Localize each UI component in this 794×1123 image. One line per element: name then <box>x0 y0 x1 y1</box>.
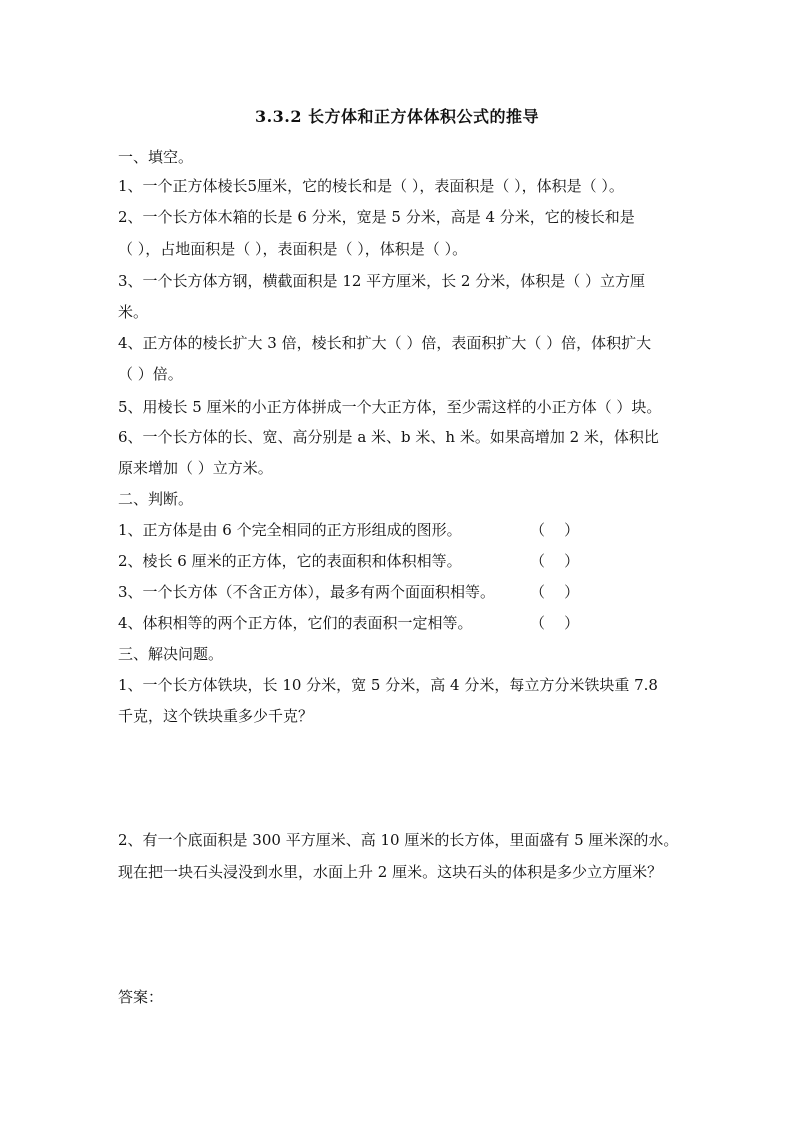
solve-question-2-line-1: 2、有一个底面积是 300 平方厘米、高 10 厘米的长方体，里面盛有 5 厘米深的水。 <box>118 831 679 849</box>
fill-question-1: 1、一个正方体棱长5厘米，它的棱长和是（ ），表面积是（ ），体积是（ ）。 <box>118 177 624 195</box>
fill-question-5: 5、用棱长 5 厘米的小正方体拼成一个大正方体，至少需这样的小正方体（ ）块。 <box>118 398 662 416</box>
fill-question-2-line-2: （ ），占地面积是（ ），表面积是（ ），体积是（ ）。 <box>118 240 468 258</box>
judge-answer-paren-1: （ ） <box>530 521 580 539</box>
judge-question-4: 4、体积相等的两个正方体，它们的表面积一定相等。 <box>118 614 473 632</box>
fill-question-3-line-2: 米。 <box>118 303 149 321</box>
solve-question-1-line-1: 1、一个长方体铁块，长 10 分米，宽 5 分米，高 4 分米，每立方分米铁块重 7.8 <box>118 676 658 694</box>
answer-label: 答案： <box>118 988 164 1006</box>
solve-section-heading: 三、解决问题。 <box>118 645 224 663</box>
solve-question-1-line-2: 千克，这个铁块重多少千克？ <box>118 707 314 725</box>
judge-answer-paren-2: （ ） <box>530 552 580 570</box>
fill-question-3-line-1: 3、一个长方体方钢，横截面积是 12 平方厘米，长 2 分米，体积是（ ）立方厘 <box>118 272 646 290</box>
judge-question-3: 3、一个长方体（不含正方体），最多有两个面面积相等。 <box>118 583 496 601</box>
judge-question-2: 2、棱长 6 厘米的正方体，它的表面积和体积相等。 <box>118 552 462 570</box>
judge-answer-paren-4: （ ） <box>530 614 580 632</box>
judge-answer-paren-3: （ ） <box>530 583 580 601</box>
fill-question-4-line-2: （ ）倍。 <box>118 365 183 383</box>
fill-question-2-line-1: 2、一个长方体木箱的长是 6 分米，宽是 5 分米，高是 4 分米，它的棱长和是 <box>118 208 635 226</box>
page-title: 3.3.2 长方体和正方体体积公式的推导 <box>254 107 540 126</box>
fill-question-6-line-2: 原来增加（ ）立方米。 <box>118 459 273 477</box>
judge-section-heading: 二、判断。 <box>118 490 194 508</box>
fill-question-6-line-1: 6、一个长方体的长、宽、高分别是 a 米、b 米、h 米。如果高增加 2 米，体积比 <box>118 428 659 446</box>
solve-question-2-line-2: 现在把一块石头浸没到水里，水面上升 2 厘米。这块石头的体积是多少立方厘米？ <box>118 863 663 881</box>
fill-section-heading: 一、填空。 <box>118 148 194 166</box>
judge-question-1: 1、正方体是由 6 个完全相同的正方形组成的图形。 <box>118 521 462 539</box>
fill-question-4-line-1: 4、正方体的棱长扩大 3 倍，棱长和扩大（ ）倍，表面积扩大（ ）倍，体积扩大 <box>118 334 652 352</box>
